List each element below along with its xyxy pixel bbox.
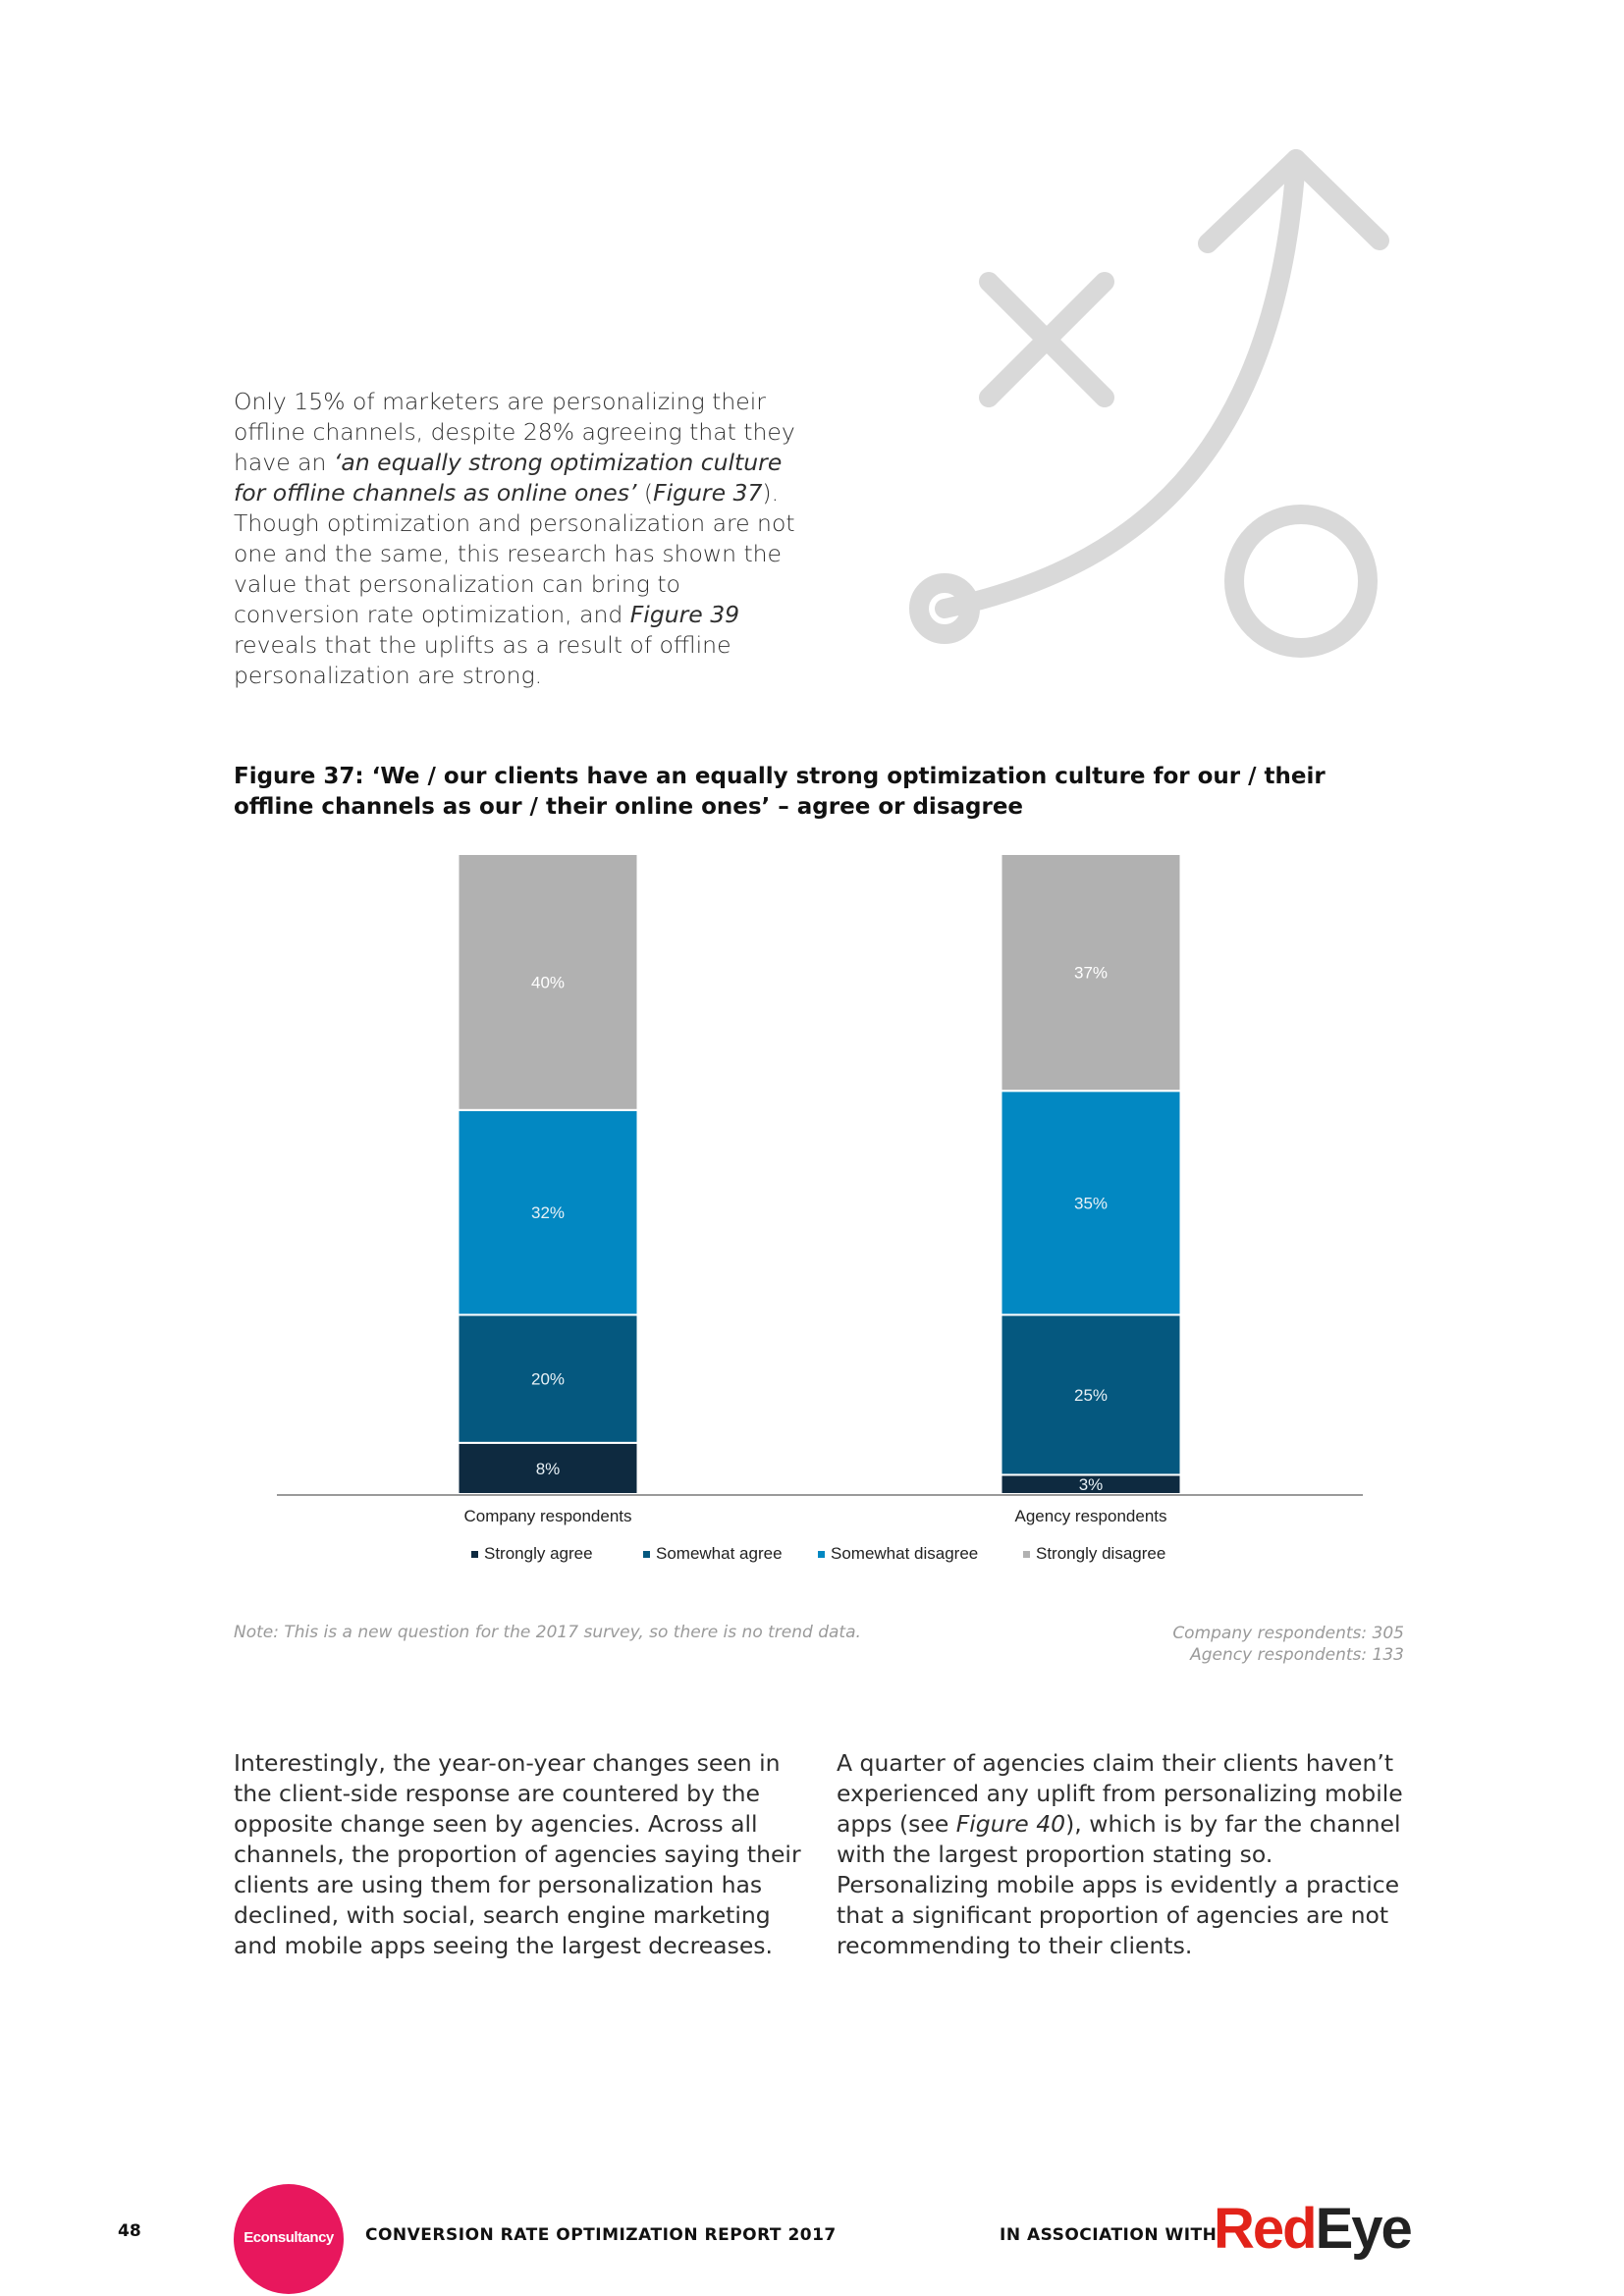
legend-swatch xyxy=(643,1551,650,1558)
intro-text-4: reveals that the uplifts as a result of offline personalization are strong. xyxy=(234,631,731,689)
legend-label: Strongly disagree xyxy=(1036,1544,1166,1563)
redeye-logo xyxy=(1214,2198,1411,2261)
legend-label: Strongly agree xyxy=(484,1544,593,1563)
category-label: Agency respondents xyxy=(1014,1507,1167,1525)
body-right-text-1: A quarter of agencies claim their clients haven’t experienced any uplift from personalizing mobile apps (see xyxy=(837,1749,1403,1838)
intro-text-3: ). Though optimization and personalization are not one and the same, this research has shown the value that personalization can bring to conversion rate optimization, and xyxy=(234,479,795,628)
legend-label: Somewhat disagree xyxy=(831,1544,979,1563)
legend-swatch xyxy=(818,1551,825,1558)
stacked-bar-chart xyxy=(265,854,1375,1580)
association-label: IN ASSOCIATION WITH xyxy=(1000,2225,1218,2245)
figure-37-reference: Figure 37 xyxy=(653,479,763,507)
chart-note: Note: This is a new question for the 2017 survey, so there is no trend data. xyxy=(234,1623,861,1642)
econsultancy-logo xyxy=(234,2184,344,2294)
data-label: 32% xyxy=(530,1203,566,1223)
figure-40-reference: Figure 40 xyxy=(955,1810,1066,1838)
report-title: CONVERSION RATE OPTIMIZATION REPORT 2017 xyxy=(365,2225,837,2245)
data-label: 35% xyxy=(1073,1194,1109,1213)
body-column-left xyxy=(234,1748,803,1961)
data-label: 20% xyxy=(530,1369,566,1389)
data-label: 40% xyxy=(530,973,566,992)
legend-swatch xyxy=(471,1551,478,1558)
agency-respondent-count: Agency respondents: 133 xyxy=(1190,1645,1404,1665)
page-footer xyxy=(0,2174,1624,2292)
target-circle xyxy=(1234,514,1368,648)
company-respondent-count: Company respondents: 305 xyxy=(1172,1624,1404,1643)
redeye-logo-red: Red xyxy=(1214,2197,1316,2261)
respondent-counts xyxy=(1172,1623,1404,1666)
category-label: Company respondents xyxy=(463,1507,632,1525)
page-number: 48 xyxy=(118,2221,141,2241)
body-column-right xyxy=(837,1748,1406,1961)
intro-text-2: ( xyxy=(636,479,654,507)
figure-39-reference: Figure 39 xyxy=(629,601,740,628)
intro-paragraph xyxy=(234,387,813,691)
figure-title: Figure 37: ‘We / our clients have an equally strong optimization culture for our / their offline channels as our / their online ones’ – agree or disagree xyxy=(234,764,1326,820)
econsultancy-logo-text: Econsultancy xyxy=(244,2229,334,2246)
intro-quote: ‘an equally strong optimization culture for offline channels as online ones’ xyxy=(234,449,783,507)
body-left-text: Interestingly, the year-on-year changes seen in the client-side response are countered by the opposite change seen by agencies. Across all channels, the proportion of agencies saying their clients are using them for personalization has declined, with social, search engine marketing and mobile apps seeing the largest decreases. xyxy=(234,1749,801,1959)
intro-text-1: Only 15% of marketers are personalizing their offline channels, despite 28% agreeing that they have an xyxy=(234,388,795,476)
data-label: 25% xyxy=(1073,1385,1109,1405)
play-diagram-icon xyxy=(884,137,1434,667)
data-label: 37% xyxy=(1073,963,1109,983)
data-label: 8% xyxy=(535,1459,561,1478)
redeye-logo-eye: Eye xyxy=(1315,2197,1411,2261)
legend-swatch xyxy=(1023,1551,1030,1558)
legend-label: Somewhat agree xyxy=(656,1544,783,1563)
body-right-text-2: ), which is by far the channel with the largest proportion stating so. Personalizing mobile apps is evidently a practice that a significant proportion of agencies are not recommending to their clients. xyxy=(837,1810,1401,1959)
data-label: 3% xyxy=(1078,1475,1104,1495)
